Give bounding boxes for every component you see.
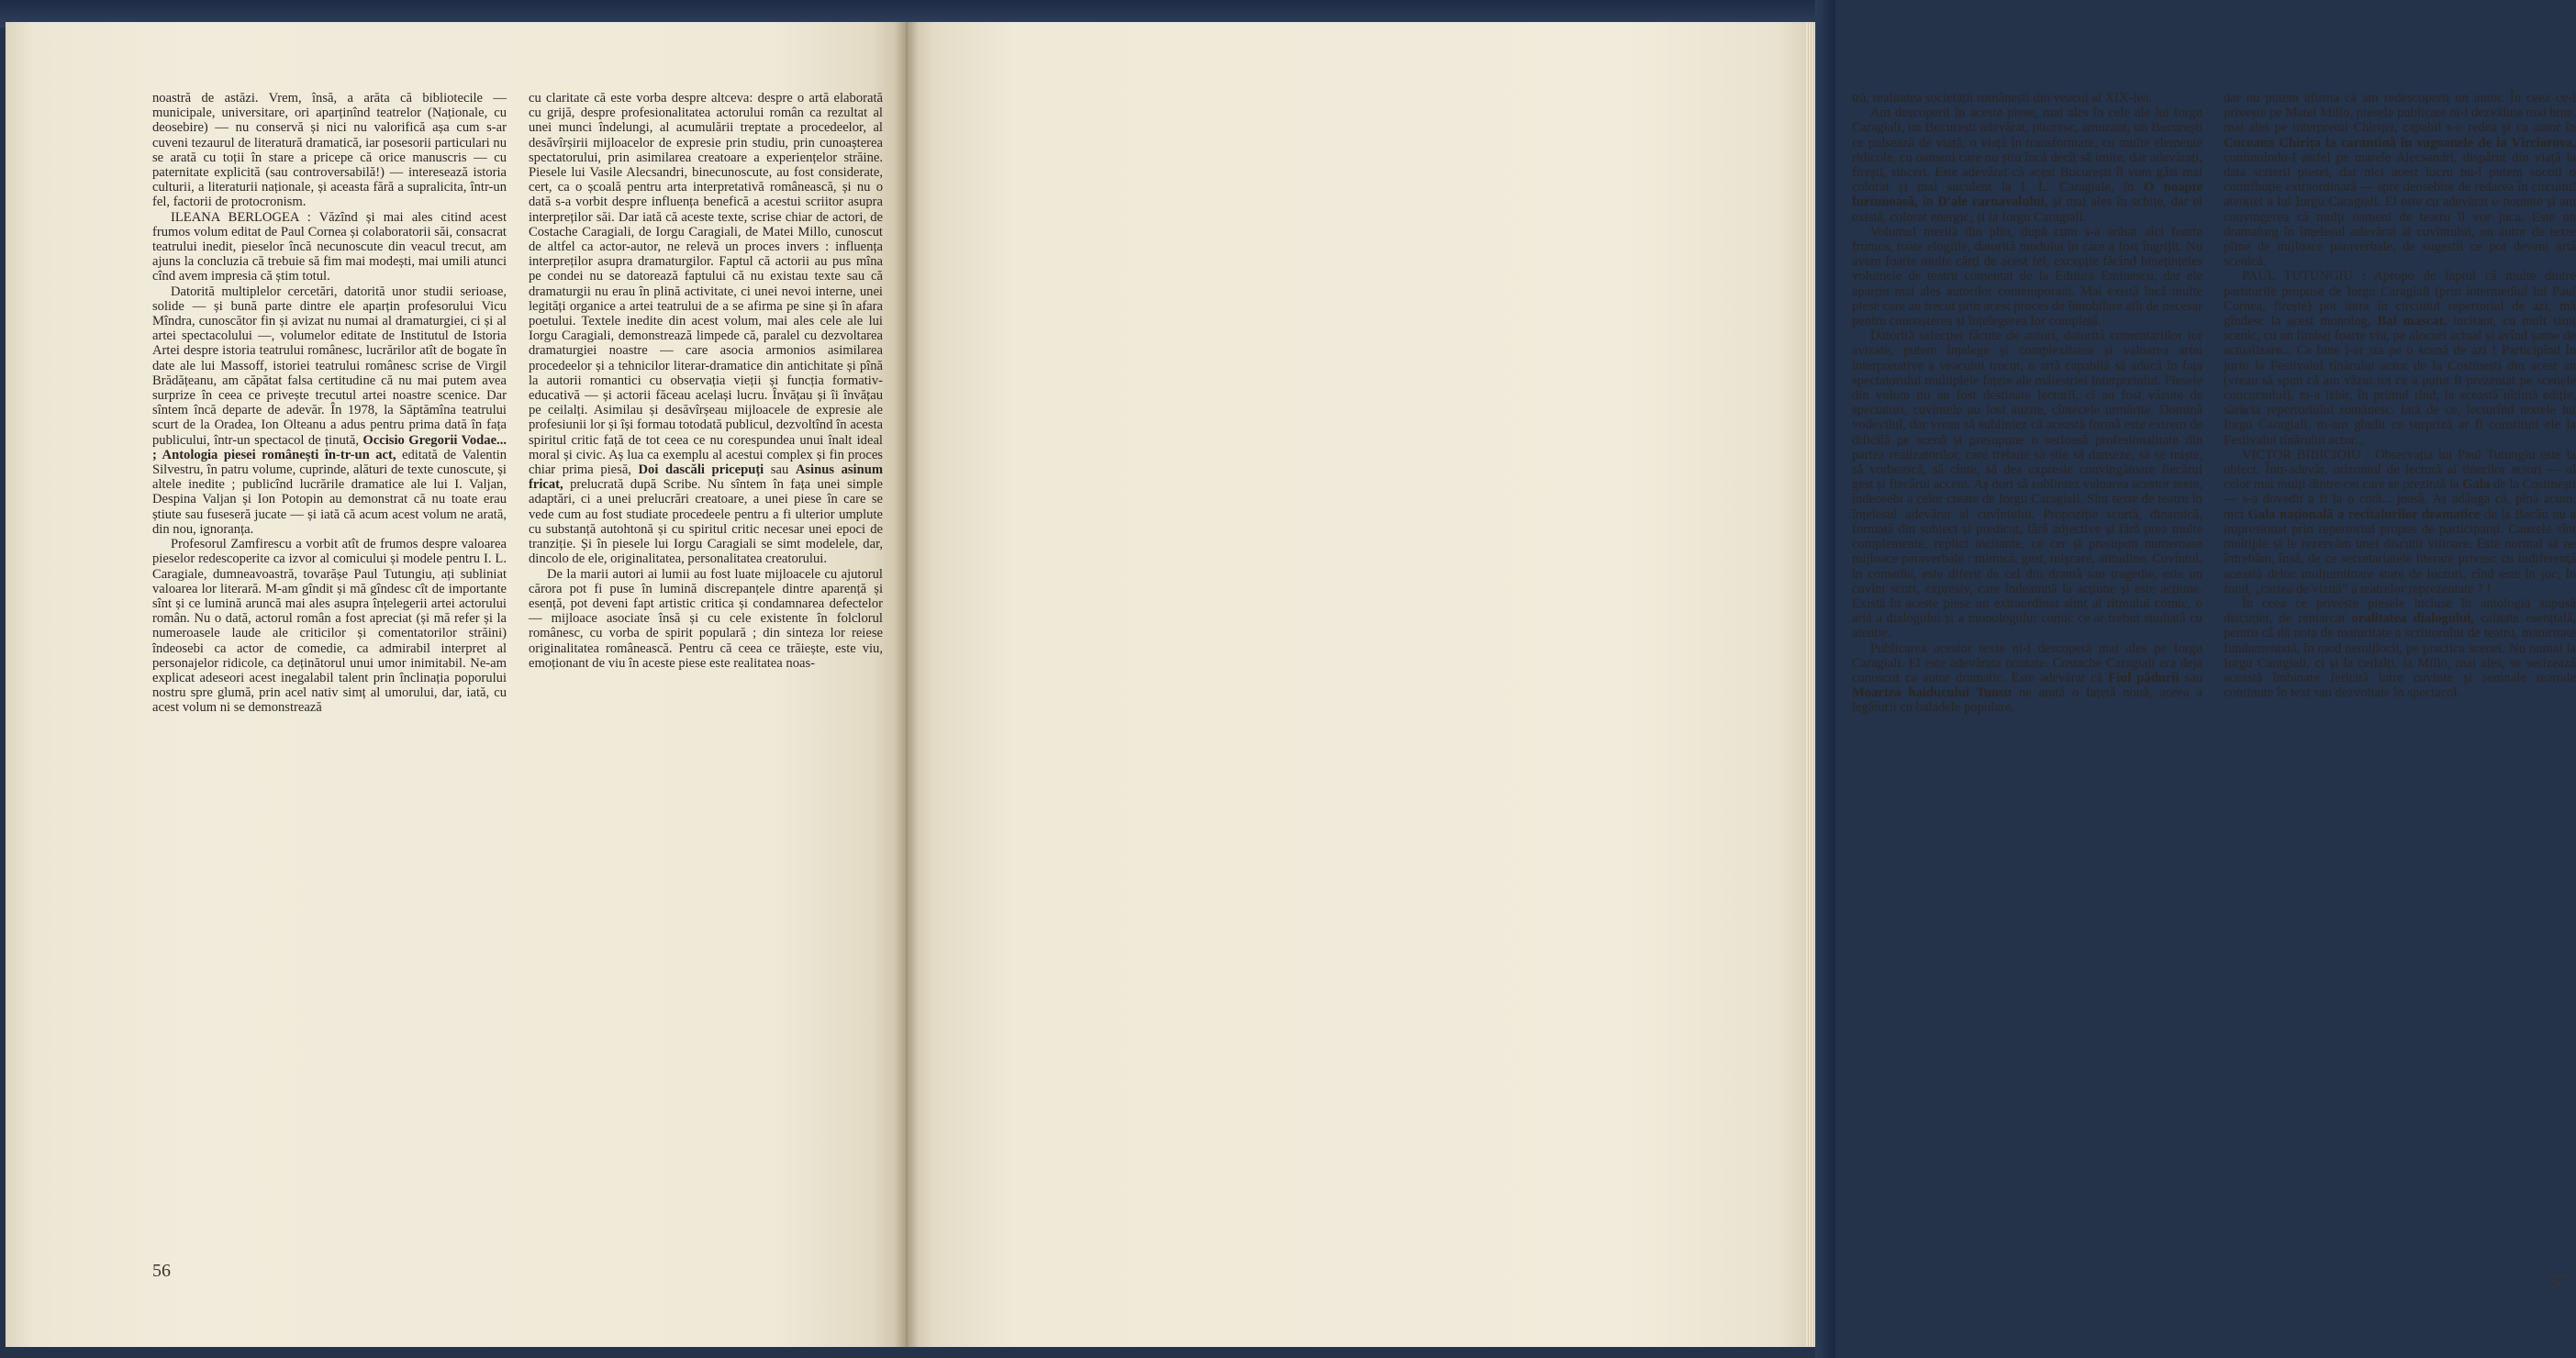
- bold-title-run: Fiul pădurii: [2108, 670, 2180, 685]
- page-number-left: 56: [152, 1261, 171, 1281]
- text-run: VICTOR BIBICIOIU : Observația lui Paul Tutungiu este la obiect. Într-adevăr, orizontul de lectură al tinerilor actori — al celor mai mulți dintre cei care se prezintă la: [2224, 447, 2576, 493]
- left-page: [6, 22, 907, 1347]
- paragraph: [2224, 596, 2576, 700]
- text-run: și mai ales în schițe, dar el există, colorat energic, și la Iorgu Caragiali.: [1852, 195, 2202, 225]
- bold-title-run: Gala: [2462, 477, 2491, 493]
- text-run: sau: [2179, 670, 2202, 685]
- paragraph: [1852, 328, 2202, 640]
- bold-title-run: Asinus asinum fricat,: [529, 462, 883, 493]
- bold-title-run: O noapte furtunoasă,: [1852, 180, 2202, 210]
- text-run: Volumul merită din plin, după cum s-a arătat aici foarte frumos, toate elogiile, datorită modului în care a fost îngrijit. Nu avem foarte multe cărți de acest fel, excepție făcînd binețințeles volumele de teatru comentat de la Editura Eminescu, dar ele aparțin mai ales autorilor contemporani. Mai există încă multe piese care au trecut prin acest proces de înnobilare atît de necesar pentru cunoașterea și înțelegerea lor completă.: [1852, 224, 2202, 329]
- page-number-right: 57: [2551, 1272, 2570, 1292]
- book-cover-edge: [1815, 0, 1835, 1358]
- text-run: de la Bacău nu a impresionat prin repertoriul propus de participanți. Cauzele sînt multiple și le rezervăm unei discuții viitoare. Este normal să ne întrebăm, însă, de ce secretariatele literare privesc cu indiferență această deloc mulțumitoare stare de lucruri, cînd este în joc, în fond, „cartea de vizită“ a teatrelor reprezentate ? !: [2224, 506, 2576, 596]
- paragraph: [152, 91, 507, 210]
- text-run: prelucrată după Scribe. Nu sîntem în fața unei simple adaptări, ci a unei prelucrări creatoare, a unei piese în care se vede cum au fost studiate procedeele pentru a fi ulterior umplute cu substanță autohtonă și cu spiritul critic necesar unei epoci de tranziție. Și în piesele lui Iorgu Caragiali se simt modelele, dar, dincolo de ele, originalitatea, personalitatea creatorului.: [529, 477, 883, 567]
- text-run: noastră de astăzi. Vrem, însă, a arăta că bibliotecile — municipale, universitare, ori aparținînd teatrelor (Naționale, cu deosebire) — nu conservă și nici nu valorifică așa cum s-ar cuveni tezaurul de literatură dramatică, iar posesorii particulari nu se arată cu toții în stare a pricepe că orice manuscris — cu paternitate explicită (sau controversabilă!) — interesează istoria culturii, a literaturii naționale, și aceasta fără a supralicita, într-un fel, factorii de protocronism.: [152, 91, 507, 210]
- paragraph: [152, 537, 507, 715]
- text-run: sau: [764, 462, 796, 478]
- text-run: Am descoperit în aceste piese, mai ales în cele ale lui Iorgu Caragiali, un București adevărat, pitoresc, amuzant, un Bucureștí ce pulsează de viață, o viață în transformare, cu multe elemente ridicole, cu oameni care nu știu încă decît să imite, dar adevărați, firești, sinceri. Este adevărat că acest București îl vom găsi mai colorat și mai suculent la I. L. Caragiale, în: [1852, 106, 2202, 195]
- bold-title-run: Doi dascăli pricepuți: [638, 462, 764, 478]
- book-gutter: [895, 22, 919, 1347]
- text-run: Datorită selecției făcute de autori, datorită comentariilor lor avizate, putem înțelege și complexitatea și valoarea artei interpretative a veacului trecut, o artă capabilă să aducă în fața spectatorului multiplele fațete ale măiestriei interpretului. Piesele din volum nu au fost destinate lecturii, ci au fost văzute de spectatori, cuvintele au fost auzite, cîntecele urmărite. Domină vodevilul, dar vreau să subliniez că această formă este extrem de dificilă pe scenă și presupune o serioasă profesionalitate din partea realizatorilor, care trebuie să știe să danseze, să se miște, să vorbească, să cînte, să dea expresie convingătoare fiecărui gest și fiecărui accent. Aș dori să subliniez valoarea acestor texte, îndeosebi a celor create de Iorgu Caragiali. Sînt texte de teatru în înțelesul adevărat al cuvîntului. Propoziție scurtă, dinamică, formată din subiect și predicat, fără adjective și fără prea multe complemente, replici incitante, ce cer și presupun numeroase mijloace paraverbale : mimică, gest, mișcare, atitudine. Cuvîntul, în comedie, este diferit de cel din dramă sau tragedie, este un cuvînt scurt, expresiv, care îndeamnă la acțiune și este acțiune. Există în aceste piese un extraordinar simț al ritmului comic, o artă a dialogului și a monologului comic ce ar trebui studiată cu atenție.: [1852, 328, 2202, 641]
- text-run: editată de Valentin Silvestru, în patru volume, cuprinde, alături de texte cunoscute, și altele inedite ; publicînd lucrările dramatice ale lui I. Valjan, Despina Valjan și Ion Potopin au demonstrat că nu toate erau știute sau fuseseră jucate — și iată că acum acest volum ne arată, din nou, ignoranța.: [152, 447, 507, 537]
- left-page-column-2: [529, 91, 883, 1279]
- text-run: cu claritate că este vorba despre altceva: despre o artă elaborată cu grijă, despre profesionalitatea actorului român ca rezultat al unei munci îndelungi, al acumulării treptate a procedeelor, al desăvîrșirii mijloacelor de expresie prin studiu, prin cunoașterea spectatorului, prin asimilarea creatoare a experiențelor străine. Piesele lui Vasile Alecsandri, binecunoscute, au fost considerate, cert, ca o școală pentru arta interpretativă românească, și nu o dată s-a vorbit despre influența benefică a acestui scriitor asupra interpreților săi. Dar iată că aceste texte, scrise chiar de actori, de Costache Caragiali, de Iorgu Caragiali, de Matei Millo, cunoscut de altfel ca actor-autor, ne relevă un proces invers : influența interpreților asupra dramaturgilor. Faptul că actorii au pus mîna pe condei nu se datorează faptului că nu existau texte sau că dramaturgii nu erau în plină activitate, ci unei nevoi interne, unei legități organice a artei teatrului de a se afirma pe sine și în afara poetului. Textele inedite din acest volum, mai ales cele ale lui Iorgu Caragiali, demonstrează limpede că, paralel cu dezvoltarea dramaturgiei noastre — care asocia armonios asimilarea procedeelor și a tehnicilor literar-dramatice din antichitate și pînă la autorii romantici cu observația vieții și funcția formativ-educativă — și actorii făceau același lucru. Învățau și îi învățau pe ceilalți. Asimilau și desăvîrșeau mijloacele de expresie ale profesiunii lor și își formau totodată publicul, dezvoltînd în acesta spiritul critic față de tot ceea ce nu corespundea unui înalt ideal moral și civic. Aș lua ca exemplu al acestui complex și fin proces chiar prima piesă,: [529, 91, 883, 478]
- paragraph: [2224, 448, 2576, 596]
- text-run: calitate esențială, pentru că dă nota de maturitate a scriitorului de teatru, maturitate fundamentată, în mod nemijlocit, pe practica scenei. Nu numai la Iorgu Caragiali, ci și la ceilalți, la Millo, mai ales, se sesizează această îmbinare fericită între cuvinte și semnale teatrale continute în text sau dezvoltate în spectacol.: [2224, 611, 2576, 701]
- bold-title-run: Occisio Gregorii Vodae... ; Antologia piesei românești în-tr-un act,: [152, 432, 507, 462]
- paragraph: [1852, 91, 2202, 106]
- bold-title-run: D'ale carnavalului,: [1937, 195, 2048, 210]
- text-run: de la Costinești — s-a dovedit a fi la o cotă... joasă. Aș adăuga că, pînă acum, nici: [2224, 477, 2576, 522]
- paragraph: [1852, 641, 2202, 716]
- text-run: În ceea ce privește piesele incluse în antologia supusă discuției, de remarcat: [2224, 596, 2576, 627]
- paragraph: [1852, 106, 2202, 225]
- text-run: Profesorul Zamfirescu a vorbit atît de frumos despre valoarea pieselor redescoperite ca izvor al comicului și modele pentru I. L. Caragiale, dumneavoastră, tovarășe Paul Tutungiu, ați subliniat valoarea lor literară. M-am gîndit și mă gîndesc cît de importante sînt și ce lumină aruncă mai ales asupra înțelegerii artei actorului român. Nu o dată, actorul român a fost apreciat (și mă refer și la numeroasele laude ale criticilor și comentatorilor străini) îndeosebi ca actor de comedie, ca admirabil interpret al personajelor ridicole, ca deținătorul unui umor inimitabil. Ne-am explicat adeseori acest inegalabil talent prin înclinația poporului nostru spre glumă, prin acel nativ simț al umorului, dar, iată, cu acest volum ni se demonstrează: [152, 537, 507, 716]
- paragraph: [2224, 269, 2576, 447]
- text-run: Datorită multiplelor cercetări, datorită unor studii serioase, solide — și bună parte dintre ele aparțin profesorului Vicu Mîndra, cunoscător fin și avizat nu numai al dramaturgiei, ci și al artei spectacolului —, volumelor editate de Institutul de Istoria Artei despre istoria teatrului românesc, lucrărilor atît de bogate în date ale lui Massoff, istoriei teatrului românesc scrise de Virgil Brădățeanu, am căpătat falsa certitudine că nu mai putem avea surprize în ceea ce privește trecutul artei noastre scenice. Dar sîntem încă departe de adevăr. În 1978, la Săptămîna teatrului scurt de la Oradea, Ion Olteanu a adus pentru prima dată în fața publicului, într-un spectacol de ținută,: [152, 284, 507, 448]
- text-run: De la marii autori ai lumii au fost luate mijloacele cu ajutorul cărora pot fi puse în lumină discrepanțele dintre aparență și esență, pot deveni fapt artistic critica și condamnarea defectelor — mijloace asociate însă și cu cele existente în folclorul românesc, cu vorba de spirit populară ; din sinteza lor reiese originalitatea românească. Pentru că ceea ce trăiește, este viu, emoționant de viu în aceste piese este realitatea noas-: [529, 566, 883, 671]
- bold-title-run: oralitatea dialogului,: [2351, 611, 2474, 627]
- text-run: PAUL TUTUNGIU : Apropo de faptul că multe dintre partiturile propuse de Iorgu Caragiali (prin intermediul lui Paul Cornea, firește) pot intra în circuitul repertorial de azi, mă gîndesc la acest monolog,: [2224, 269, 2576, 329]
- paragraph: [152, 210, 507, 284]
- left-page-column-1: [152, 91, 507, 1279]
- text-run: incitant, cu mult simț scenic, cu un limbaj foarte viu, pe alocuri actual și avînd șanse de actualizare... Ce bine i-ar sta pe o scenă de azi ! Participînd în juriu la Festivalul tînărului actor de la Costinești din acest an (vreau să spun că am văzut tot ce a putut fi prezentat pe scenele concursului), m-a izbit, în primul rînd, la această ultimă ediție, sărăcia repertoriului românesc. Iată de ce, lecturînd textele lui Iorgu Caragiali, m-am gîndit ce surpriză ar fi constituit ele la Festivalul tînărului actor...: [2224, 314, 2576, 448]
- text-run: ILEANA BERLOGEA : Văzînd și mai ales citind acest frumos volum editat de Paul Cornea și colaboratorii săi, consacrat teatrului inedit, pieselor încă necunoscute din veacul trecut, am ajuns la concluzia că trebuie să fim mai modești, mai umili atunci cînd avem impresia că știm totul.: [152, 209, 507, 284]
- bold-title-run: Cucoana Chirița la carantină în vagoanele de la Vîrciorova,: [2224, 135, 2576, 150]
- text-run: ne arată o fațetă nouă, aceea a legăturii cu baladele populare,: [1852, 685, 2202, 716]
- text-run: Publicarea acestor texte ni-l descoperă mai ales pe Iorgu Caragiali. El este adevărata noutate. Costache Caragiali era deja cunoscut ca autor dramatic. Este adevărat că: [1852, 640, 2202, 685]
- right-page-column-2: [2224, 91, 2576, 1270]
- text-run: în: [1917, 195, 1938, 210]
- right-page: [907, 22, 2576, 1347]
- text-run: continuîndu-l astfel pe marele Alecsandri, dispărut din viață la data scrierii piesei, dar nici acest lucru nu-l putem socoti o contribuție extraordinară — spre deosebire de redarea în circuitul atenției a lui Iorgu Caragiali. El este cu adevărat o noutate și am convingerea că mulți oameni de teatru îl vor juca. Este un dramaturg în înțelesul adevărat al cuvîntului, un autor de texte pline de mijloace paraverbale, de sugestii ce pot deveni artă scenică.: [2224, 150, 2576, 270]
- bold-title-run: Bal mascat,: [2377, 314, 2448, 329]
- paragraph: [152, 284, 507, 537]
- paragraph: [2224, 91, 2576, 269]
- paragraph: [1852, 225, 2202, 328]
- bold-title-run: Moartea haiducului Tunsu: [1852, 685, 2012, 701]
- bold-title-run: Gala națională a recitalurilor dramatice: [2247, 506, 2481, 522]
- paragraph: [529, 91, 883, 567]
- right-page-column-1: [1852, 91, 2202, 1270]
- page-edges: [1806, 22, 1815, 1347]
- paragraph: [529, 567, 883, 671]
- text-run: tră, realitatea societății românești din veacul al XIX-lea.: [1852, 91, 2152, 106]
- text-run: dar nu putem afirma că am redescoperit un autor. În ceea ce-l privește pe Matei Millo, piesele publicate ni-l dezvăluie mai bine, mai ales pe interpretul Chiriței, capabil s-o redea și ca autor în: [2224, 91, 2576, 136]
